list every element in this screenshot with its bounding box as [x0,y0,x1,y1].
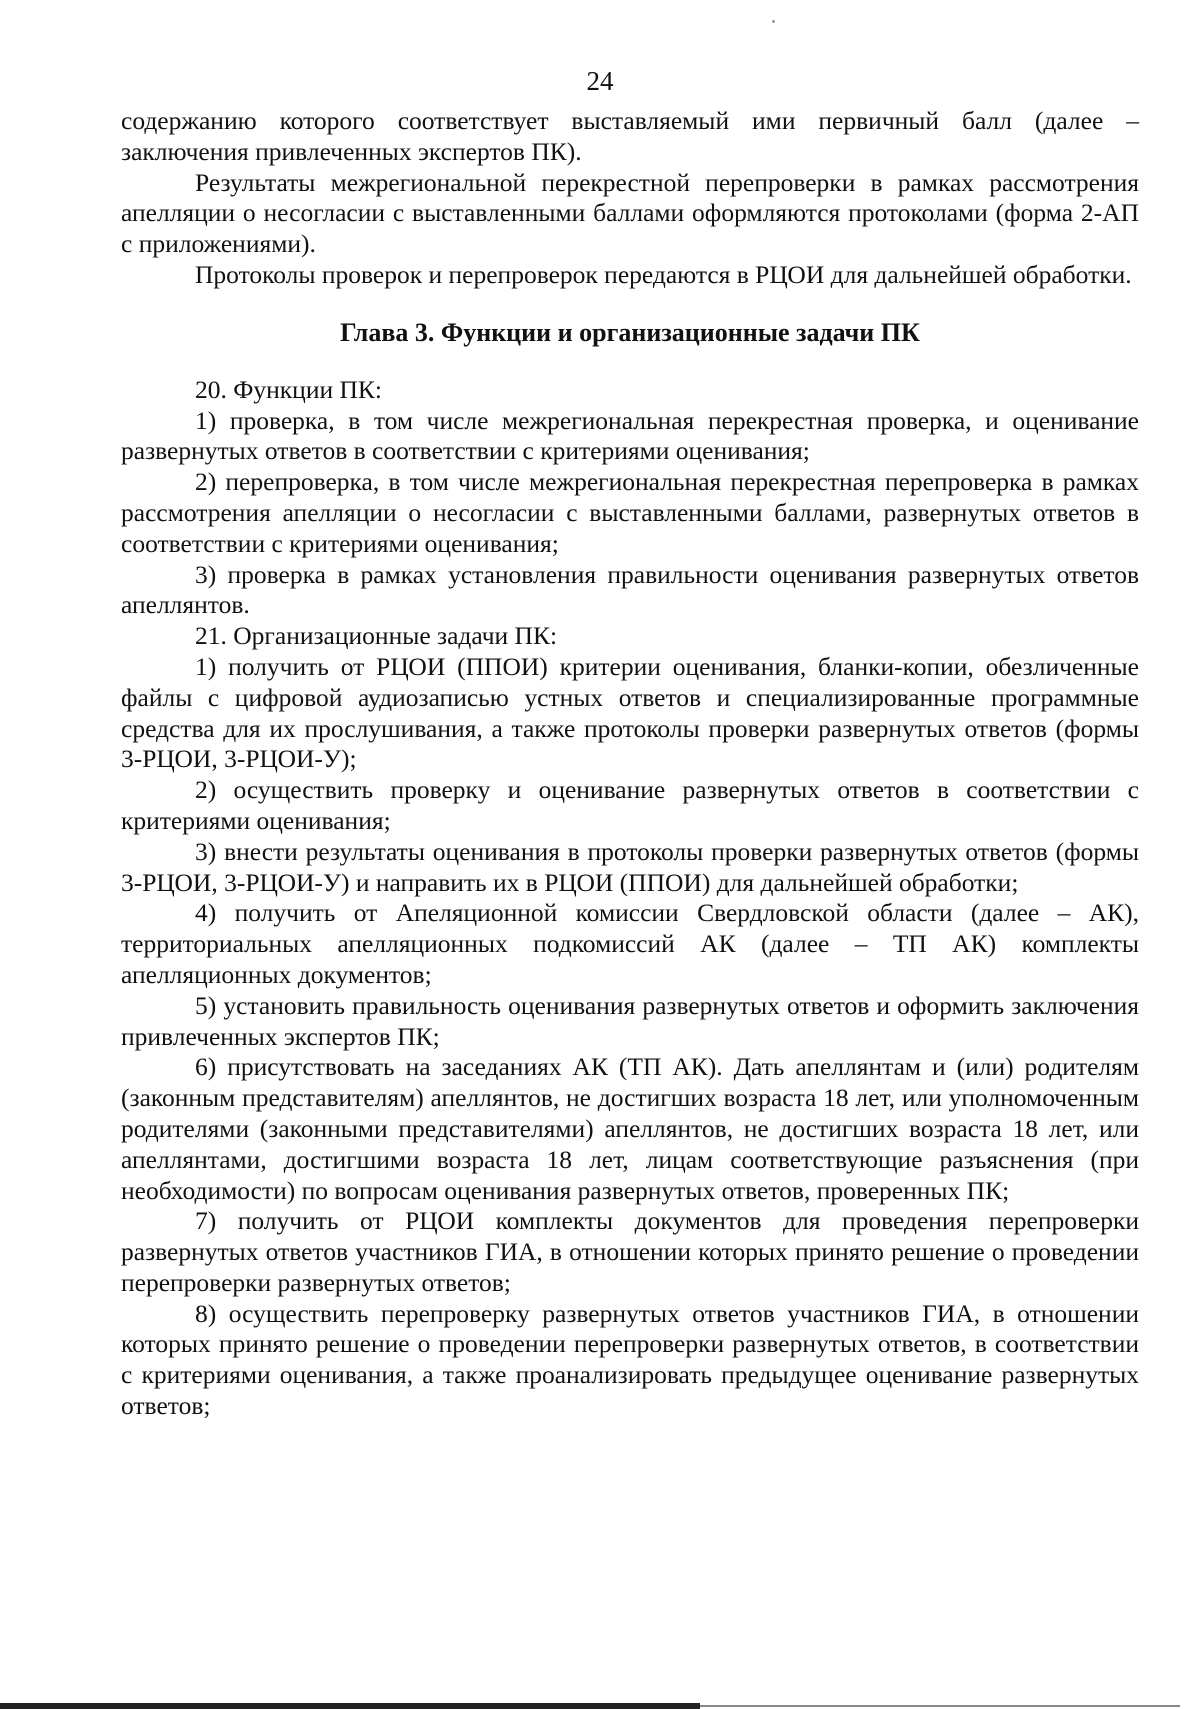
section-21-item-8: 8) осуществить перепроверку развернутых ответов участников ГИА, в отношении которых принято решение о проведении перепроверки развернутых ответов, в соответствии с критериями оценивания, а также проанализировать предыдущее оценивание развернутых ответов; [121,1298,1139,1421]
chapter-heading: Глава 3. Функции и организационные задачи ПК [340,317,920,347]
section-21-item-1: 1) получить от РЦОИ (ППОИ) критерии оценивания, бланки-копии, обезличенные файлы с цифровой аудиозаписью устных ответов и специализированные программные средства для их прослушивания, а также протоколы проверки развернутых ответов (формы 3-РЦОИ, 3-РЦОИ-У); [121,651,1139,774]
document-body [121,106,1139,1422]
scan-speck [772,20,775,23]
intro-paragraph-1: Результаты межрегиональной перекрестной перепроверки в рамках рассмотрения апелляции о несогласии с выставленными баллами оформляются протоколами (форма 2-АП с приложениями). [121,167,1139,259]
section-20-item-1: 1) проверка, в том числе межрегиональная перекрестная проверка, и оценивание развернутых ответов в соответствии с критериями оценивания; [121,405,1139,466]
section-21-item-3: 3) внести результаты оценивания в протоколы проверки развернутых ответов (формы 3-РЦОИ, 3-РЦОИ-У) и направить их в РЦОИ (ППОИ) для дальнейшей обработки; [121,836,1139,897]
section-21-item-7: 7) получить от РЦОИ комплекты документов для проведения перепроверки развернутых ответов участников ГИА, в отношении которых принято решение о проведении перепроверки развернутых ответов; [121,1206,1139,1297]
section-21-item-2: 2) осуществить проверку и оценивание развернутых ответов в соответствии с критериями оценивания; [121,775,1139,835]
section-21-item-6: 6) присутствовать на заседаниях АК (ТП АК). Дать апеллянтам и (или) родителям (законным представителям) апеллянтов, не достигших возраста 18 лет, или уполномоченным родителями (законными представителями) апеллянтов, не достигших возраста 18 лет, или апеллянтами, достигшими возраста 18 лет, лицам соответствующие разъяснения (при необходимости) по вопросам оценивания развернутых ответов, проверенных ПК; [121,1052,1139,1205]
section-20-item-3: 3) проверка в рамках установления правильности оценивания развернутых ответов апеллянтов. [121,559,1139,620]
section-21-item-5: 5) установить правильность оценивания развернутых ответов и оформить заключения привлеченных экспертов ПК; [121,990,1139,1051]
section-20-title: 20. Функции ПК: [195,374,383,404]
scan-edge-dark [0,1703,700,1709]
section-21-title: 21. Организационные задачи ПК: [195,621,558,651]
intro-continuation: содержанию которого соответствует выставляемый ими первичный балл (далее – заключения привлеченных экспертов ПК). [121,106,1139,166]
page-number: 24 [586,66,614,96]
section-21-item-4: 4) получить от Апеляционной комиссии Свердловской области (далее – АК), территориальных апелляционных подкомиссий АК (далее – ТП АК) комплекты апелляционных документов; [121,898,1139,989]
intro-paragraph-2: Протоколы проверок и перепроверок передаются в РЦОИ для дальнейшей обработки. [195,259,1132,289]
scan-edge-light [700,1705,1180,1707]
section-20-item-2: 2) перепроверка, в том числе межрегиональная перекрестная перепроверка в рамках рассмотрения апелляции о несогласии с выставленными баллами, развернутых ответов в соответствии с критериями оценивания; [121,467,1139,558]
